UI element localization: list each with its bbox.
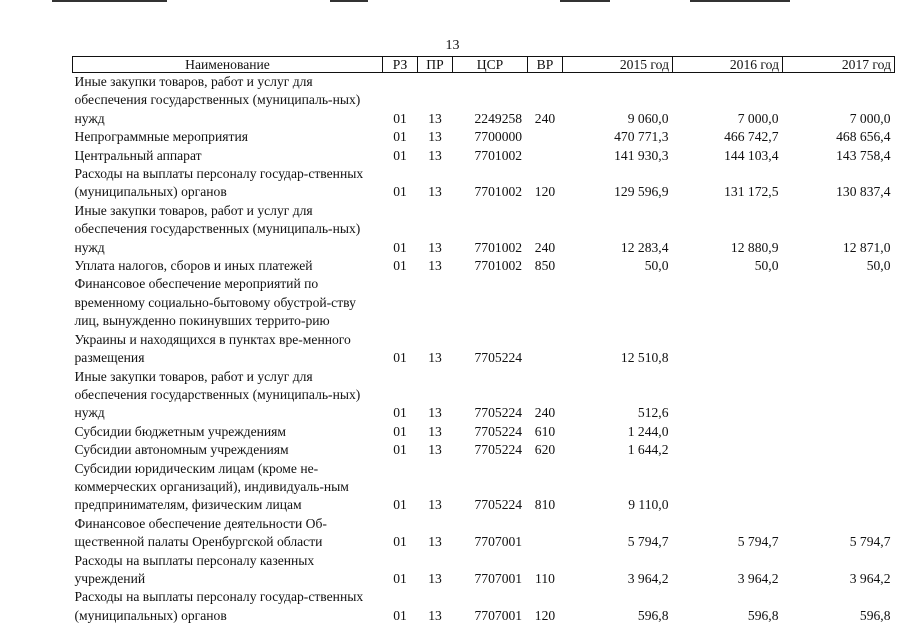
cell-csr: 7707001 <box>474 570 523 586</box>
cell-2016: 50,0 <box>754 258 779 274</box>
cell-pr: 13 <box>428 110 442 126</box>
column-header-2016: 2016 год <box>673 57 783 73</box>
cell-rz: 01 <box>393 147 407 163</box>
cell-pr: 13 <box>428 607 442 623</box>
cell-2015: 596,8 <box>637 607 669 623</box>
cell-csr: 7707001 <box>474 534 523 550</box>
column-header-2017: 2017 год <box>783 57 895 73</box>
cell-2015: 1 244,0 <box>627 423 669 439</box>
cell-pr: 13 <box>428 442 442 458</box>
column-header-name: Наименование <box>73 57 383 73</box>
cell-2016 <box>673 368 783 423</box>
cell-2016: 3 964,2 <box>737 570 779 586</box>
cell-2016: 466 742,7 <box>724 129 779 145</box>
cell-2016 <box>673 275 783 367</box>
column-header-2015: 2015 год <box>563 57 673 73</box>
page-number: 13 <box>445 38 460 53</box>
cell-vr: 240 <box>534 239 556 255</box>
cell-2017: 7 000,0 <box>849 110 891 126</box>
cell-pr: 13 <box>428 497 442 513</box>
table-row <box>73 441 895 459</box>
cell-pr: 13 <box>428 423 442 439</box>
cell-2015: 512,6 <box>637 405 669 421</box>
cell-rz: 01 <box>393 570 407 586</box>
cell-name: Уплата налогов, сборов и иных платежей <box>74 258 313 274</box>
cell-pr: 13 <box>428 534 442 550</box>
cell-2015: 9 110,0 <box>628 497 669 513</box>
cell-vr: 850 <box>534 258 556 274</box>
budget-table <box>72 56 895 625</box>
cell-rz: 01 <box>393 258 407 274</box>
cell-2015: 141 930,3 <box>614 147 669 163</box>
cell-2015: 1 644,2 <box>627 442 669 458</box>
cell-pr: 13 <box>428 570 442 586</box>
cell-vr: 120 <box>534 607 556 623</box>
cell-rz: 01 <box>393 350 407 366</box>
cell-csr: 7701002 <box>474 184 523 200</box>
cell-vr: 240 <box>534 110 556 126</box>
cell-name: Финансовое обеспечение мероприятий по временному социально-бытовому обустрой-ству лиц, вынужденно покинувших террито-рию Украины и находящихся в пунктах вре-менного размещения <box>74 276 356 366</box>
table-row <box>73 257 895 275</box>
cell-vr: 120 <box>534 184 556 200</box>
cell-2017: 130 837,4 <box>836 184 891 200</box>
cell-2015: 50,0 <box>644 258 669 274</box>
table-row <box>73 275 895 367</box>
cell-2017 <box>783 368 895 423</box>
cell-csr: 7705224 <box>474 423 523 439</box>
cell-2016: 5 794,7 <box>737 534 779 550</box>
cell-2016 <box>673 441 783 459</box>
cell-name: Финансовое обеспечение деятельности Об-щественной палаты Оренбургской области <box>74 515 327 550</box>
cell-name: Непрограммные мероприятия <box>74 129 248 145</box>
cell-rz: 01 <box>393 534 407 550</box>
cell-pr: 13 <box>428 184 442 200</box>
cell-2017: 143 758,4 <box>836 147 891 163</box>
cell-vr <box>528 128 563 146</box>
scan-artifact-line <box>690 0 790 2</box>
scan-artifact-line <box>52 0 167 2</box>
cell-pr: 13 <box>428 258 442 274</box>
table-row <box>73 588 895 625</box>
column-header-csr: ЦСР <box>453 57 528 73</box>
cell-rz: 01 <box>393 423 407 439</box>
cell-vr: 610 <box>534 423 556 439</box>
cell-csr: 7705224 <box>474 442 523 458</box>
table-row <box>73 460 895 515</box>
table-row <box>73 73 895 129</box>
scan-artifact-line <box>560 0 610 2</box>
cell-name: Расходы на выплаты персоналу казенных учреждений <box>74 552 315 586</box>
cell-2015: 12 283,4 <box>620 239 669 255</box>
table-row <box>73 202 895 257</box>
cell-2017: 12 871,0 <box>842 239 891 255</box>
cell-csr: 7700000 <box>474 129 523 145</box>
table-row <box>73 165 895 202</box>
cell-rz: 01 <box>393 129 407 145</box>
cell-2017: 5 794,7 <box>849 534 891 550</box>
cell-2016: 144 103,4 <box>724 147 779 163</box>
table-row <box>73 368 895 423</box>
cell-2017: 468 656,4 <box>836 129 891 145</box>
cell-2016 <box>673 423 783 441</box>
cell-vr: 240 <box>534 405 556 421</box>
column-header-rz: РЗ <box>383 57 418 73</box>
cell-name: Субсидии юридическим лицам (кроме не-коммерческих организаций), индивидуаль-ным предпринимателям, физическим лицам <box>74 460 349 513</box>
cell-pr: 13 <box>428 147 442 163</box>
cell-csr: 7705224 <box>474 405 523 421</box>
cell-rz: 01 <box>393 184 407 200</box>
cell-name: Субсидии автономным учреждениям <box>74 442 289 458</box>
cell-csr: 7705224 <box>474 497 523 513</box>
cell-rz: 01 <box>393 110 407 126</box>
cell-vr: 810 <box>534 497 556 513</box>
cell-pr: 13 <box>428 239 442 255</box>
column-header-pr: ПР <box>418 57 453 73</box>
cell-vr <box>528 275 563 367</box>
cell-2016: 12 880,9 <box>730 239 779 255</box>
cell-rz: 01 <box>393 607 407 623</box>
cell-2016 <box>673 460 783 515</box>
cell-2015: 12 510,8 <box>620 350 669 366</box>
cell-2017: 50,0 <box>866 258 891 274</box>
cell-2017 <box>783 423 895 441</box>
column-header-vr: ВР <box>528 57 563 73</box>
cell-vr: 110 <box>535 570 555 586</box>
cell-name: Иные закупки товаров, работ и услуг для обеспечения государственных (муниципаль-ных) нужд <box>74 368 361 421</box>
table-row <box>73 128 895 146</box>
cell-pr: 13 <box>428 129 442 145</box>
cell-rz: 01 <box>393 442 407 458</box>
table-header-row <box>73 57 895 73</box>
cell-2016: 131 172,5 <box>724 184 779 200</box>
cell-csr: 7701002 <box>474 258 523 274</box>
table-row <box>73 515 895 552</box>
cell-2017 <box>783 460 895 515</box>
cell-pr: 13 <box>428 350 442 366</box>
cell-rz: 01 <box>393 239 407 255</box>
cell-name: Расходы на выплаты персоналу государ-ственных (муниципальных) органов <box>74 589 364 623</box>
cell-2016: 596,8 <box>747 607 779 623</box>
cell-name: Иные закупки товаров, работ и услуг для обеспечения государственных (муниципаль-ных) нужд <box>74 202 361 255</box>
cell-2015: 9 060,0 <box>627 110 669 126</box>
cell-name: Центральный аппарат <box>74 147 202 163</box>
cell-rz: 01 <box>393 497 407 513</box>
cell-rz: 01 <box>393 405 407 421</box>
cell-csr: 7707001 <box>474 607 523 623</box>
cell-name: Субсидии бюджетным учреждениям <box>74 423 287 439</box>
cell-2015: 5 794,7 <box>627 534 669 550</box>
scan-artifact-line <box>330 0 368 2</box>
cell-csr: 2249258 <box>474 110 523 126</box>
cell-name: Расходы на выплаты персоналу государ-ственных (муниципальных) органов <box>74 166 364 200</box>
cell-2017: 596,8 <box>859 607 891 623</box>
cell-2015: 470 771,3 <box>614 129 669 145</box>
cell-2016: 7 000,0 <box>737 110 779 126</box>
cell-name: Иные закупки товаров, работ и услуг для обеспечения государственных (муниципаль-ных) нужд <box>74 74 361 126</box>
cell-vr: 620 <box>534 442 556 458</box>
cell-2017 <box>783 275 895 367</box>
table-row <box>73 423 895 441</box>
cell-pr: 13 <box>428 405 442 421</box>
table-row <box>73 147 895 165</box>
table-row <box>73 552 895 589</box>
cell-vr <box>528 147 563 165</box>
cell-2015: 129 596,9 <box>614 184 669 200</box>
cell-2017 <box>783 441 895 459</box>
cell-csr: 7701002 <box>474 239 523 255</box>
cell-2017: 3 964,2 <box>849 570 891 586</box>
cell-csr: 7701002 <box>474 147 523 163</box>
cell-csr: 7705224 <box>474 350 523 366</box>
cell-2015: 3 964,2 <box>627 570 669 586</box>
cell-vr <box>528 515 563 552</box>
